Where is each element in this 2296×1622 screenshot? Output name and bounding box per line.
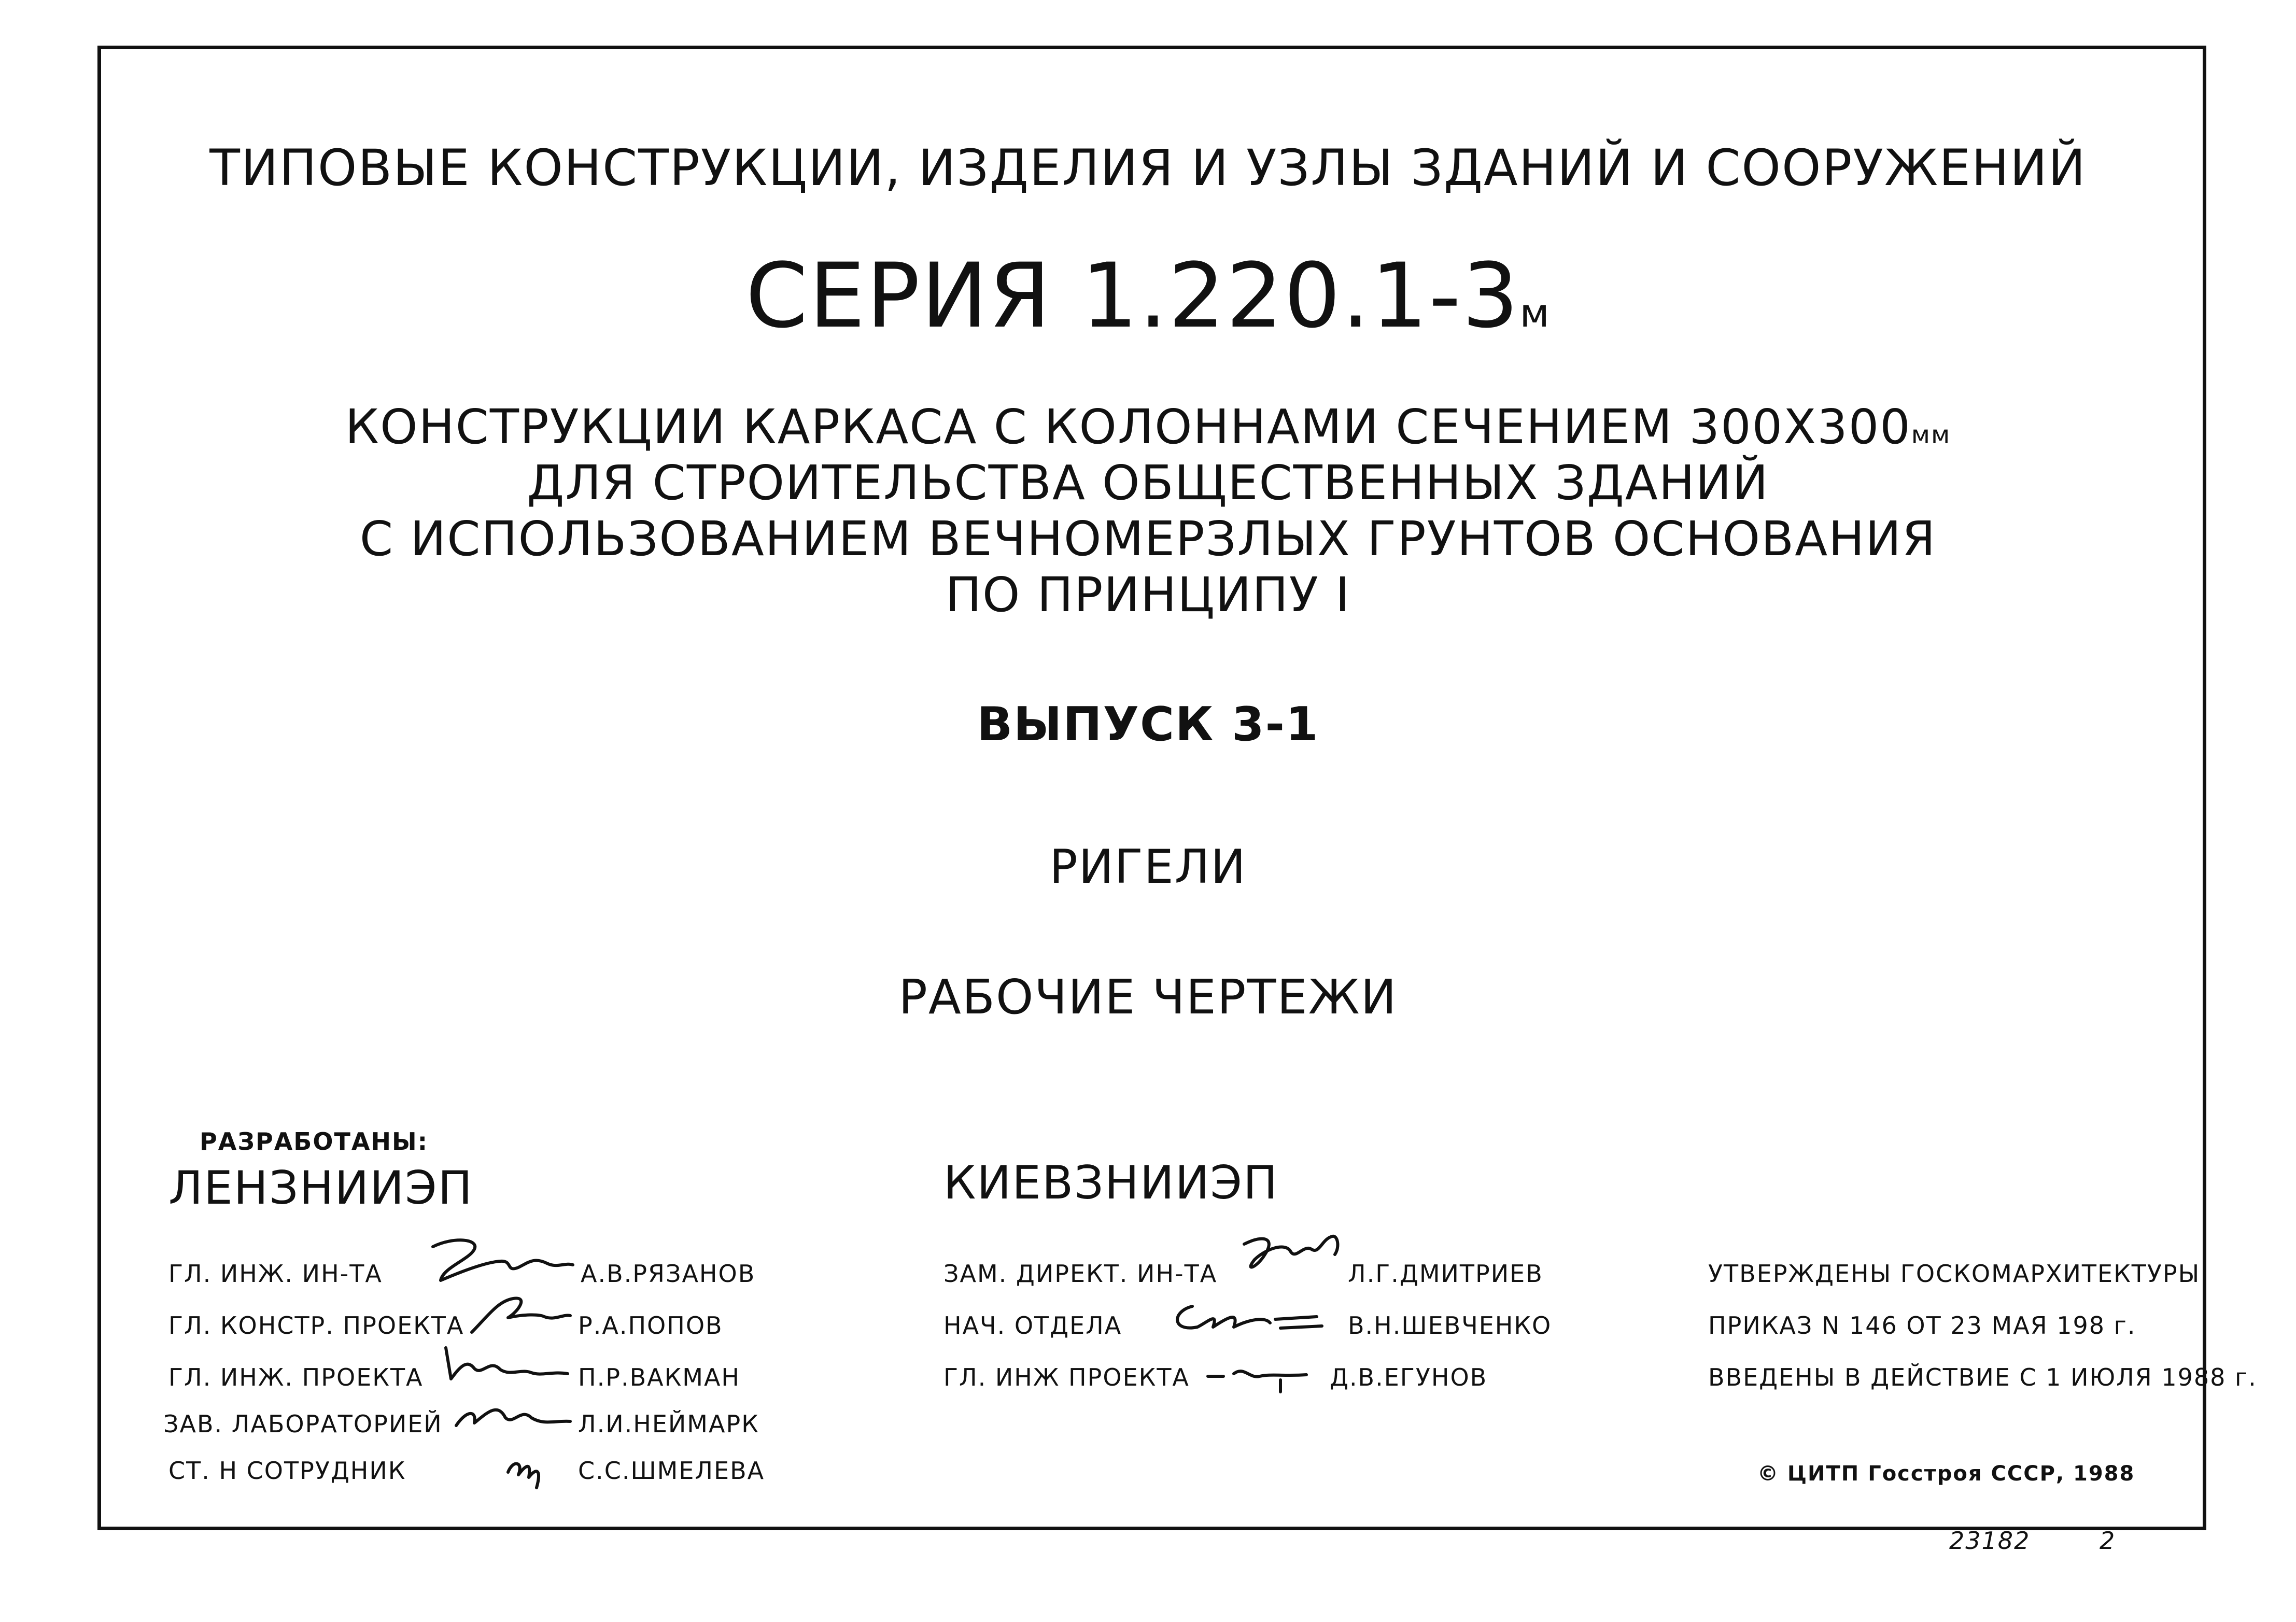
left-staff-name-2: Р.А.ПОПОВ [578, 1311, 723, 1339]
approval-line-2: ПРИКАЗ N 146 ОТ 23 МАЯ 198 г. [1708, 1311, 2136, 1339]
signature-1 [422, 1231, 578, 1288]
left-staff-role-3: ГЛ. ИНЖ. ПРОЕКТА [168, 1363, 424, 1391]
left-staff-name-1: А.В.РЯЗАНОВ [581, 1260, 756, 1288]
signature-7 [1161, 1291, 1332, 1343]
signature-4 [446, 1389, 575, 1441]
org-left: ЛЕНЗНИИЭП [168, 1161, 473, 1215]
subtitle-line-2: ДЛЯ СТРОИТЕЛЬСТВА ОБЩЕСТВЕННЫХ ЗДАНИЙ [527, 455, 1769, 511]
subtitle-unit: мм [1911, 420, 1951, 449]
approval-line-1: УТВЕРЖДЕНЫ ГОСКОМАРХИТЕКТУРЫ [1708, 1260, 2201, 1288]
left-staff-role-1: ГЛ. ИНЖ. ИН-ТА [168, 1260, 383, 1288]
subtitle-line-3: С ИСПОЛЬЗОВАНИЕМ ВЕЧНОМЕРЗЛЫХ ГРУНТОВ ОСНОВАНИЯ [359, 511, 1937, 567]
signature-3 [438, 1337, 573, 1389]
series-suffix: м [1519, 290, 1551, 336]
right-staff-role-2: НАЧ. ОТДЕЛА [943, 1311, 1122, 1339]
series-title [0, 244, 2296, 348]
right-staff-name-2: В.Н.ШЕВЧЕНКО [1348, 1311, 1552, 1339]
signature-6 [1234, 1223, 1348, 1286]
doc-number: 23182 [1949, 1527, 2031, 1555]
right-staff-role-3: ГЛ. ИНЖ ПРОЕКТА [943, 1363, 1190, 1391]
signature-5 [500, 1446, 552, 1493]
org-right: КИЕВЗНИИЭП [943, 1156, 1279, 1209]
left-staff-role-5: СТ. Н СОТРУДНИК [168, 1457, 406, 1485]
signature-8 [1203, 1348, 1332, 1394]
right-staff-name-1: Л.Г.ДМИТРИЕВ [1348, 1260, 1543, 1288]
left-staff-role-4: ЗАВ. ЛАБОРАТОРИЕЙ [163, 1410, 443, 1438]
top-title: ТИПОВЫЕ КОНСТРУКЦИИ, ИЗДЕЛИЯ И УЗЛЫ ЗДАНИЙ И СООРУЖЕНИЙ [209, 139, 2087, 197]
left-staff-name-4: Л.И.НЕЙМАРК [578, 1410, 759, 1438]
series-number: СЕРИЯ 1.220.1-3 [745, 244, 1520, 348]
left-staff-role-2: ГЛ. КОНСТР. ПРОЕКТА [168, 1311, 464, 1339]
subtitle-line-1-text: КОНСТРУКЦИИ КАРКАСА С КОЛОННАМИ СЕЧЕНИЕМ 300Х300 [345, 399, 1911, 455]
right-staff-name-3: Д.В.ЕГУНОВ [1330, 1363, 1488, 1391]
issue-label: ВЫПУСК 3-1 [977, 697, 1319, 752]
approval-line-3: ВВЕДЕНЫ В ДЕЙСТВИЕ С 1 ИЮЛЯ 1988 г. [1708, 1363, 2257, 1391]
copyright: © ЦИТП Госстроя СССР, 1988 [1757, 1462, 2135, 1486]
subtitle-line-4: ПО ПРИНЦИПУ I [945, 567, 1351, 623]
right-staff-role-1: ЗАМ. ДИРЕКТ. ИН-ТА [943, 1260, 1218, 1288]
left-staff-name-3: П.Р.ВАКМАН [578, 1363, 741, 1391]
subject-label: РИГЕЛИ [1049, 840, 1247, 894]
developers-label: РАЗРАБОТАНЫ: [200, 1127, 429, 1155]
doc-type-label: РАБОЧИЕ ЧЕРТЕЖИ [898, 969, 1398, 1025]
signature-2 [467, 1286, 581, 1337]
left-staff-name-5: С.С.ШМЕЛЕВА [578, 1457, 765, 1485]
page-number: 2 [2100, 1527, 2116, 1555]
subtitle-line-1 [0, 399, 2296, 455]
